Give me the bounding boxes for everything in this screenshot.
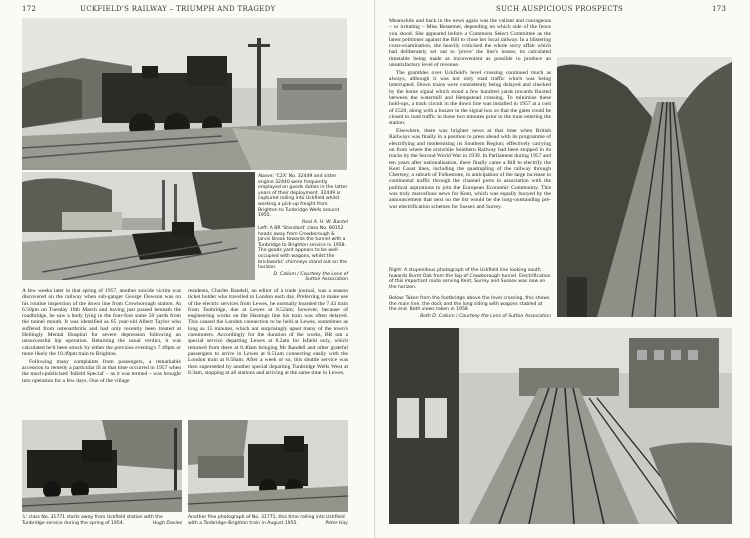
caption-footbridge-view <box>389 296 551 319</box>
right-body-column <box>389 18 551 211</box>
right-page-number: 173 <box>712 5 727 13</box>
photo-crowborough-tunnel-view <box>557 57 732 317</box>
paragraph: Meanwhile and back in the news again was the valiant and courageous – or irritating – Miss Bessemer, depending on which side of the fence you stood. She appeared before a Commons Select Committee as the latest petitioner against the Bill to close her local railway. In a blistering cross-examination, she heavily criticised the whole sorry affair which had deliberately set out to 'prove' the line's losses; its calculated timetable being made as inconvenient as possible to produce an unsatisfactory level of revenue. <box>389 18 551 69</box>
paragraph: residents, Charles Randell, an editor of a trade journal, was a season ticket holder who travelled to London each day. Preferring to make use of the electric services from Lewes, he normally boarded the 7.43 train from Tonbridge, due at Lewes at 8.52am; however, because of engineering works on the Hastings line his train was often delayed. This caused the London connection to be held at Lewes, sometimes as long as 15 minutes, which not surprisingly upset many of the town's commuters. Accordingly for the duration of the works, BR ran a special service departing Lewes at 8.2am for Isfield only, which returned from there at 8.40am bringing Mr Randell and other grateful passengers to arrive in Lewes at 8.51am connecting easily with the London train at 8.58am. After a week or so, this shuttle service was then superseded by another special departing Tunbridge Wells West at 8.3am, stopping at all stations and arriving at the same time in Lewes. <box>188 288 348 376</box>
paragraph: A few weeks later in that spring of 1957, another suicide victim was discovered on the railway when sub-ganger George Dowson was on his routine inspection of the down line from Crowborough station. At 6.50pm on Tuesday 19th March and having just passed beneath the roadbridge, he saw a body lying in the four-foot some 50 yards from the tunnel mouth. It was identified as 65 year-old Albert Taylor who suffered from osteoarthritis and had only recently been treated at Hellingly Mental Hospital for severe depression following an unsuccessful hip operation. Returning the usual verdict, it was calculated he'd been struck by either the previous evening's 7.49pm or more likely the 10.49pm train to Brighton. <box>22 288 181 357</box>
caption-80152-credit: D. Callum / Courtesy the Lens of Sutton Association <box>273 271 348 283</box>
caption-c2x <box>258 174 348 225</box>
paragraph: The grumbles over Uckfield's level crossing continued much as always, although it was not only road traffic which was being interrupted. Down trains were consistently being delayed and checked by the home signal which stood a few hundred yards towards Buxted between the watermill and Hempstead crossing. To minimise these hold-ups, a track circuit in the down line was installed in 1957 at a cost of £520, along with a buzzer in the signal box so that the gates could be closed to road traffic in those two minutes prior to the train entering the station. <box>389 69 551 127</box>
caption-31771-departing-text: 'L' class No. 31771 starts away from Uckfield station with the Tunbridge service during the spring of 1954. <box>22 515 163 526</box>
paragraph: Following many complaints from passengers, a remarkable accession to remedy a particular ill at that time occurred in 1957 when the much-publicised 'Infield Special' – as it was termed – was brought into operation for a few days. One of the village <box>22 358 181 384</box>
caption-31771-arriving <box>188 515 348 527</box>
caption-footbridge-view-credit: Both D. Callum / Courtesy the Lens of Sutton Association <box>420 313 551 319</box>
caption-tunnel-view <box>389 268 551 290</box>
right-running-title: SUCH AUSPICIOUS PROSPECTS <box>496 5 624 13</box>
caption-31771-arriving-text: Another fine photograph of No. 31771, this time rolling into Uckfield with a Tonbridge–Brighton train in August 1955. <box>188 515 345 526</box>
photo-l-class-31771-departing <box>22 420 182 512</box>
photo-br-standard-80152 <box>22 172 255 280</box>
caption-footbridge-view-text: Below: Taken from the footbridge above the level crossing, this shows the main line, the dock and the long siding with wagons stabled at the end. Both views taken in 1958. <box>389 296 550 313</box>
page-gutter <box>374 0 376 538</box>
left-page-number: 172 <box>22 5 37 13</box>
caption-31771-departing <box>22 515 182 527</box>
paragraph: Elsewhere, there was brighter news at that time when British Railways was finally in a position to press ahead with its programme of electrifying and modernising its Southern Region; effectively carrying on from where the erstwhile Southern Railway had been stopped in its tracks by the Second World War in 1939. In Parliament during 1957 and ten years after nationalisation, there finally came a Bill to electrify the Kent Coast lines, including the quadrupling of the railway through Chertsey, a suburb of Folkestone, in anticipation of the large increase in continental traffic through the channel ports in association with the political aspirations to join the European Economic Community. This was truly marvellous news for Kent, which was equally buoyed by the announcement that next on the list would be the long-outstanding pre-war electrification schemes for Sussex and Surrey. <box>389 128 551 210</box>
caption-31771-arriving-credit: Peter Hay <box>325 521 348 527</box>
caption-80152 <box>258 226 348 283</box>
photo-l-class-31771-arriving <box>188 420 348 512</box>
caption-80152-text: Left: A BR 'Standard' class No. 80152 heads away from Crowborough & Jarvis Brook towards the tunnel with a Tunbridge to Brighton service in 1958. The goods yard appears to be well-occupied with wagons, whilst the brickworks' chimneys stand out on the horizon. <box>258 226 347 271</box>
photo-footbridge-uckfield-yard <box>389 328 732 524</box>
left-body-column-2 <box>188 288 348 378</box>
left-running-title: UCKFIELD'S RAILWAY – TRIUMPH AND TRAGEDY <box>80 5 276 13</box>
left-body-column-1 <box>22 288 181 385</box>
caption-c2x-credit: Real A. H. W. Bantel <box>302 219 348 225</box>
photo-c2x-locomotive <box>22 18 347 170</box>
caption-31771-departing-credit: Hugh Davies <box>152 521 182 527</box>
caption-tunnel-view-text: Right: A stupendous photograph of the Uckfield line looking south towards Burnt Oak from the top of Crowborough tunnel. Electrification of this important route serving Kent, Surrey and Sussex was now on the horizon. <box>389 268 551 290</box>
caption-c2x-text: Above: 'C2X' No. 32449 and sister engine 32440 were frequently employed on goods duties in the latter years of their deployment. 32449 is captured rolling into Uckfield whilst working a pick-up freight from Brighton to Tunbridge Wells around 1955. <box>258 174 348 219</box>
